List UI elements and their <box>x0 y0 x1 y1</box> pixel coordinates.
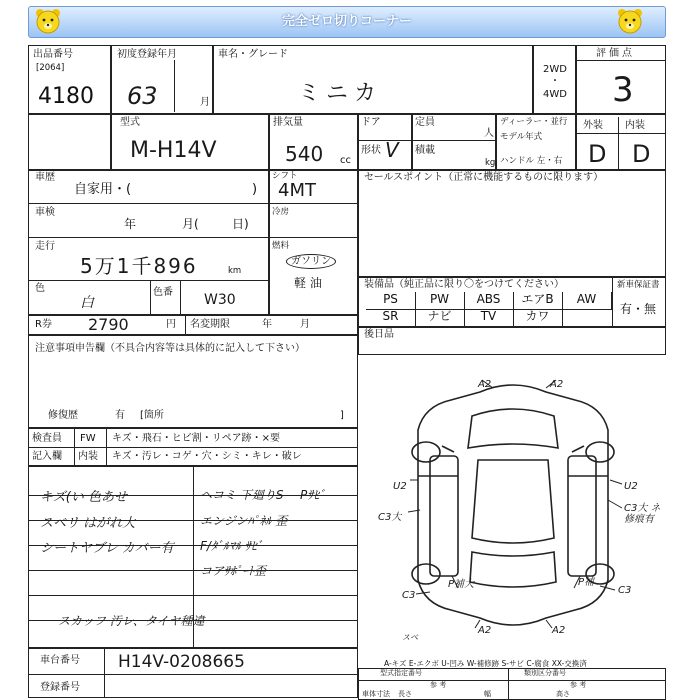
lot-number: 4180 <box>38 84 94 109</box>
note-line: シートヤブレ カバー有 <box>40 541 174 556</box>
fuel-gasoline: ガソリン <box>286 254 336 269</box>
fuel-diesel: 軽 油 <box>294 276 322 290</box>
dealer-label: ディーラー・並行 <box>500 117 568 127</box>
dealer-handle: ハンドル 左・右 <box>500 156 563 166</box>
entry-items: キズ・汚レ・コゲ・穴・シミ・キレ・破レ <box>112 451 302 462</box>
equipment-item: SR <box>366 309 416 326</box>
interior-label: 内装 <box>625 120 645 131</box>
diagram-mark: A2 <box>552 625 566 636</box>
entry-label: 記入欄 <box>32 451 62 462</box>
after-install-label: 後日品 <box>364 329 394 340</box>
score-label: 評価点 <box>596 48 635 59</box>
equipment-item: PW <box>415 292 465 310</box>
score-value: 3 <box>612 70 634 110</box>
diagram-mark: スベ <box>402 633 418 642</box>
equipment-item: TV <box>464 309 514 326</box>
color-value: 白 <box>80 295 94 311</box>
shift-label: シフト <box>272 171 298 181</box>
capacity-label: 定員 <box>415 117 435 128</box>
exterior-value: D <box>588 140 607 168</box>
note-line: スカッフ 汚レ、タイヤ種違 <box>58 614 205 628</box>
color-label: 色 <box>35 283 45 294</box>
model-code-value: M-H14V <box>130 138 217 163</box>
fuel-label: 燃料 <box>272 241 290 251</box>
diagram-mark: U2 <box>393 481 407 492</box>
diagram-mark: P補大 <box>448 579 475 590</box>
note-line: エンジンﾊﾟﾈﾙ 歪 <box>200 514 288 528</box>
diagram-mark: C3 <box>402 590 416 601</box>
registration-no-label: 登録番号 <box>40 682 80 693</box>
drive-dot: ・ <box>550 76 560 87</box>
diagram-mark: A2 <box>478 625 492 636</box>
entry-interior: 内装 <box>78 451 98 462</box>
color-code-label: 色番 <box>153 287 173 298</box>
mileage-value: 5万1千896 <box>80 254 198 278</box>
model-name-value: ミニカ <box>298 81 383 106</box>
cooling-label: 冷房 <box>272 207 290 217</box>
car-damage-diagram <box>360 360 666 655</box>
mileage-label: 走行 <box>35 241 55 252</box>
inspector-fw: FW <box>80 433 96 444</box>
note-line: F/ﾀﾞﾙﾏﾙ ｻﾋﾞ <box>200 539 263 553</box>
usage-value: 自家用・( <box>74 182 132 197</box>
diagram-mark: A2 <box>478 379 492 390</box>
shift-value: 4MT <box>278 180 316 201</box>
drive-4wd: 4WD <box>543 89 567 100</box>
repair-close: ] <box>340 410 344 421</box>
capacity-person-unit: 人 <box>484 128 494 139</box>
equipment-item: カワ <box>513 309 563 326</box>
capacity-kg-unit: kg <box>485 158 496 168</box>
equipment-item: ABS <box>464 292 514 310</box>
sales-point-label: セールスポイント（正常に機能するものに限ります） <box>364 172 604 183</box>
interior-value: D <box>632 140 651 168</box>
inspection-label: 車検 <box>35 207 55 218</box>
warranty-value: 有・無 <box>620 302 657 316</box>
equipment-item: PS <box>366 292 416 310</box>
diagram-mark: C3大 <box>378 512 402 523</box>
model-code-label: 型式 <box>120 117 140 128</box>
repair-has: 有 <box>115 410 125 421</box>
diagram-mark: A2 <box>550 379 564 390</box>
capacity-load-label: 積載 <box>415 145 435 156</box>
lot-sub-code: [2064] <box>36 63 65 73</box>
repair-bracket: [箇所 <box>140 410 164 421</box>
inspection-year: 年 <box>124 217 137 231</box>
footer-label-1: 型式指定番号 <box>380 669 422 677</box>
footer-ref-2: 参 考 <box>570 681 587 689</box>
model-name-label: 車名・グレード <box>218 49 288 60</box>
page-title: 完全ゼロ切りコーナー <box>281 14 412 29</box>
displacement-label: 排気量 <box>273 117 303 128</box>
footer-size-label: 車体寸法 <box>362 690 390 698</box>
footer-ref-1: 参 考 <box>430 681 447 689</box>
damage-legend: A-キズ E-エクボ U-凹み W-補修跡 S-サビ C-腐食 XX-交換済 <box>384 659 587 668</box>
doors-shape-label: 形状 <box>361 145 381 156</box>
repair-label: 修復歴 <box>48 410 78 421</box>
header-bar <box>28 6 666 38</box>
registration-year: 63 <box>127 82 158 110</box>
footer-width: 幅 <box>484 690 491 698</box>
notes-label: 注意事項申告欄（不具合内容等は具体的に記入して下さい） <box>35 343 305 354</box>
bear-mascot-icon <box>616 7 644 35</box>
footer-label-2: 類別区分番号 <box>524 669 566 677</box>
recycle-unit: 円 <box>166 319 176 330</box>
note-line: キズ(い 色あせ <box>40 490 127 505</box>
displacement-unit: cc <box>340 155 351 166</box>
diagram-mark: C3 <box>618 585 632 596</box>
registration-label: 初度登録年月 <box>117 49 177 60</box>
usage-close: ) <box>252 182 258 197</box>
equipment-item: エアB <box>513 292 563 310</box>
recycle-label: R券 <box>35 319 52 330</box>
chassis-label: 車台番号 <box>40 655 80 666</box>
name-change-year: 年 <box>262 319 272 330</box>
registration-month-label: 月 <box>200 97 210 108</box>
name-change-month: 月 <box>300 319 310 330</box>
lot-label: 出品番号 <box>33 49 73 60</box>
note-line: スベリ はがれ大 <box>40 516 136 531</box>
inspection-month: 月( <box>182 217 199 231</box>
dealer-model-year: モデル年式 <box>500 132 543 142</box>
diagram-mark: P補 <box>578 577 595 588</box>
inspector-label: 検査員 <box>32 433 62 444</box>
drive-2wd: 2WD <box>543 64 567 75</box>
footer-height: 高さ <box>556 690 570 698</box>
footer-length: 長さ <box>398 690 412 698</box>
displacement-value: 540 <box>285 142 324 166</box>
name-change-label: 名変期限 <box>190 319 230 330</box>
color-code-value: W30 <box>204 292 236 308</box>
usage-label: 車歴 <box>35 172 55 183</box>
note-line: コアｻﾎﾟｰﾄ歪 <box>200 564 267 578</box>
equipment-item: AW <box>562 292 612 310</box>
note-line: Pｻﾋﾞ <box>300 488 326 502</box>
doors-shape-value: V <box>385 138 399 162</box>
recycle-value: 2790 <box>88 315 129 334</box>
inspection-day: 日) <box>232 217 249 231</box>
equipment-item: ナビ <box>415 309 465 326</box>
exterior-label: 外装 <box>583 120 603 131</box>
diagram-mark: C3大 ネ修痕有 <box>624 503 661 525</box>
chassis-value: H14V-0208665 <box>118 652 245 672</box>
bear-mascot-icon <box>34 7 62 35</box>
diagram-mark: U2 <box>624 481 638 492</box>
vehicle-info-grid <box>28 45 666 170</box>
mileage-unit: km <box>228 266 242 276</box>
inspector-items: キズ・飛石・ヒビ割・リペア跡・×要 <box>112 433 280 444</box>
equipment-label: 装備品（純正品に限り〇をつけてください） <box>364 279 564 290</box>
new-warranty-label: 新車保証書 <box>617 280 660 290</box>
doors-label: ドア <box>361 117 381 128</box>
note-line: ヘコミ 下廻りS <box>200 488 284 502</box>
